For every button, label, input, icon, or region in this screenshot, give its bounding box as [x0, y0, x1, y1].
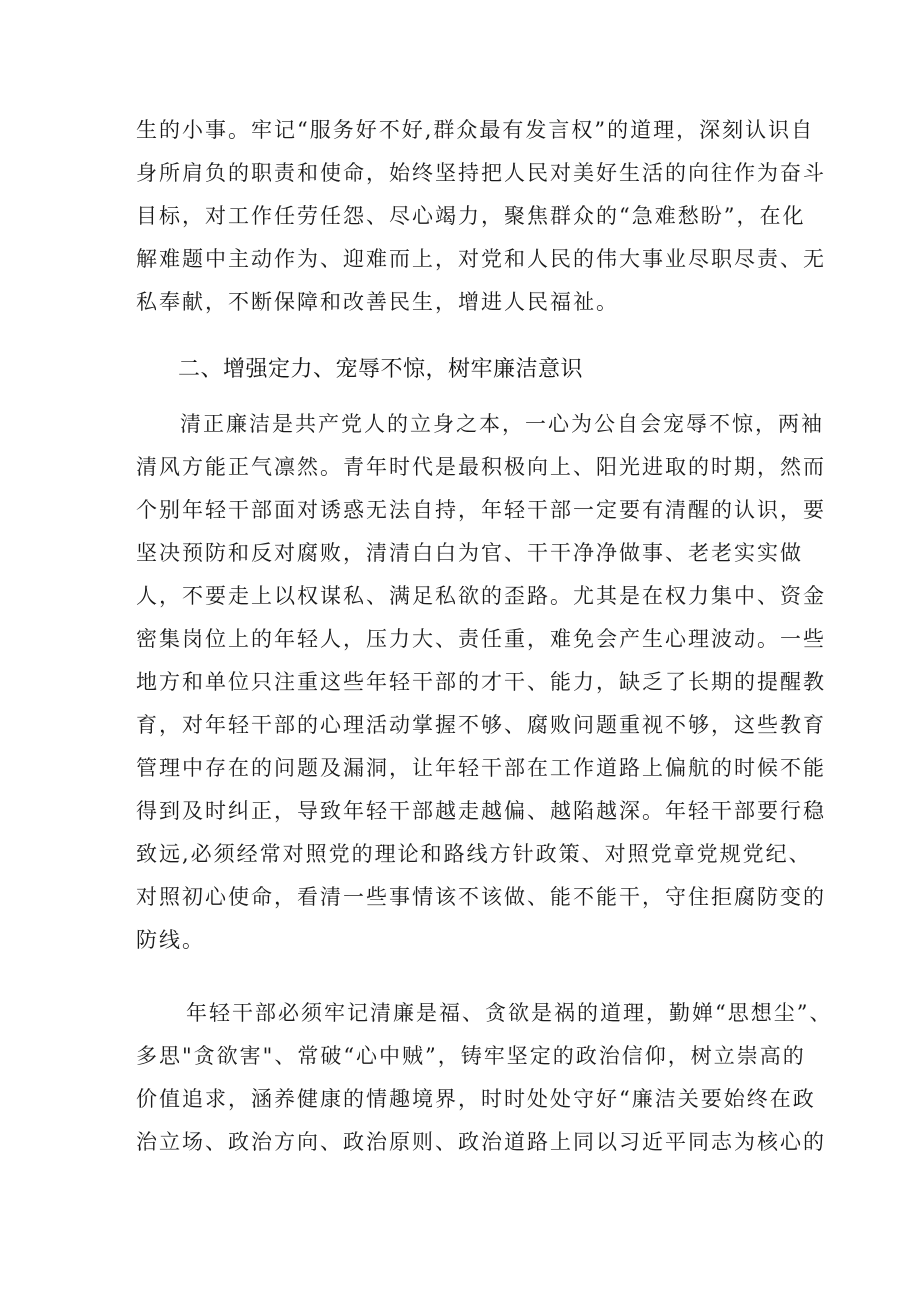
para2-line-3: 个别年轻干部面对诱惑无法自持，年轻干部一定要有清醒的认识，要 — [136, 498, 826, 522]
section-heading: 二、增强定力、宠辱不惊，树牢廉洁意识 — [178, 357, 584, 382]
para1-line-4: 解难题中主动作为、迎难而上，对党和人民的伟大事业尽职尽责、无 — [136, 247, 826, 271]
para2-line-8: 育，对年轻干部的心理活动掌握不够、腐败问题重视不够，这些教育 — [136, 713, 826, 737]
para2-line-1: 清正廉洁是共产党人的立身之本，一心为公自会宠辱不惊，两袖 — [180, 412, 824, 436]
para3-line-3: 价值追求，涵养健康的情趣境界，时时处处守好“廉洁关要始终在政 — [136, 1087, 816, 1111]
para2-line-10: 得到及时纠正，导致年轻干部越走越偏、越陷越深。年轻干部要行稳 — [136, 799, 826, 823]
para3-line-1: 年轻干部必须牢记清廉是福、贪欲是祸的道理，勤婵“思想尘”、 — [186, 1001, 833, 1025]
para2-line-4: 坚决预防和反对腐败，清清白白为官、干干净净做事、老老实实做 — [136, 541, 803, 565]
para2-line-9: 管理中存在的问题及漏洞，让年轻干部在工作道路上偏航的时候不能 — [136, 756, 826, 780]
para2-line-11: 致远,必须经常对照党的理论和路线方针政策、对照党章党规党纪、 — [136, 842, 812, 866]
para2-line-7: 地方和单位只注重这些年轻干部的才干、能力，缺乏了长期的提醒教 — [136, 670, 826, 694]
para2-line-2: 清风方能正气凛然。青年时代是最积极向上、阳光进取的时期，然而 — [136, 455, 826, 479]
para3-line-4: 治立场、政治方向、政治原则、政治道路上同以习近平同志为核心的 — [136, 1130, 826, 1154]
para1-line-3: 目标，对工作任劳任怨、尽心竭力，聚焦群众的“急难愁盼”，在化 — [136, 204, 806, 228]
para3-line-2: 多思"贪欲害"、常破“心中贼”，铸牢坚定的政治信仰，树立崇高的 — [136, 1044, 806, 1068]
para1-line-2: 身所肩负的职责和使命，始终坚持把人民对美好生活的向往作为奋斗 — [136, 161, 826, 185]
para2-line-6: 密集岗位上的年轻人，压力大、责任重，难免会产生心理波动。一些 — [136, 627, 826, 651]
para2-line-13: 防线。 — [136, 928, 205, 952]
para2-line-12: 对照初心使命，看清一些事情该不该做、能不能干，守住拒腐防变的 — [136, 885, 826, 909]
para1-line-1: 生的小事。牢记“服务好不好,群众最有发言权”的道理，深刻认识自 — [136, 118, 815, 142]
para2-line-5: 人，不要走上以权谋私、满足私欲的歪路。尤其是在权力集中、资金 — [136, 584, 826, 608]
para1-line-5: 私奉献，不断保障和改善民生，增进人民福祉。 — [136, 290, 619, 314]
